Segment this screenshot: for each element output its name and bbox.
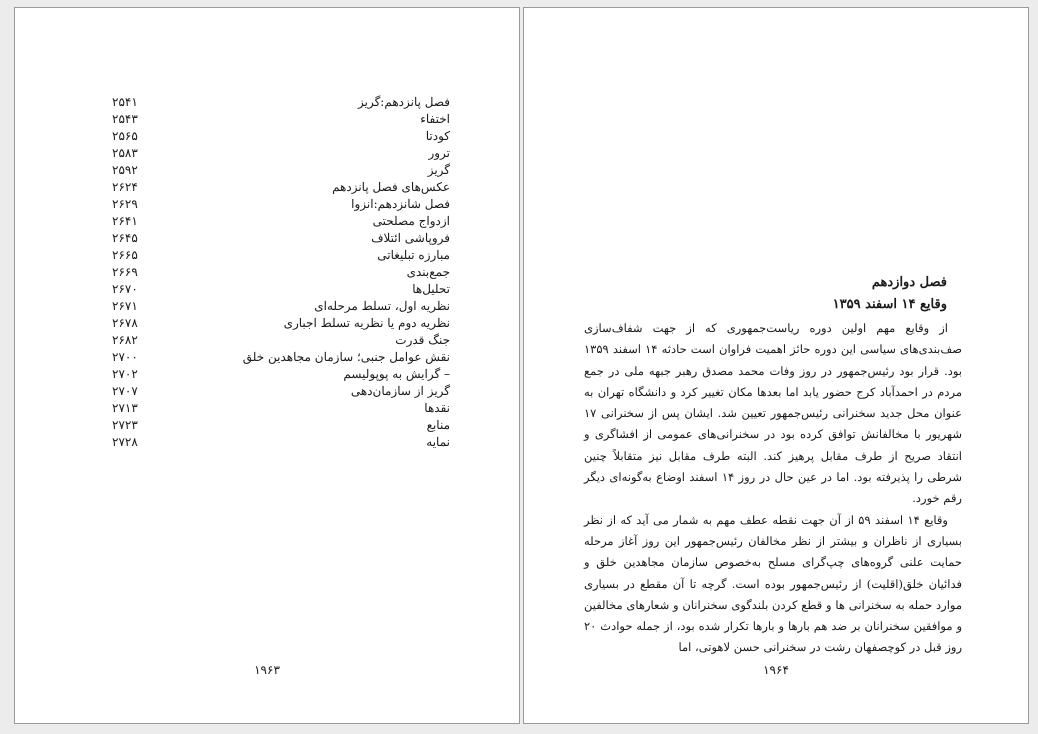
toc-entry-title: ترور bbox=[428, 146, 450, 160]
toc-entry bbox=[112, 400, 450, 417]
toc-entry-title: – گرایش به پوپولیسم bbox=[343, 367, 450, 381]
toc-entry-page: ۲۷۰۷ bbox=[112, 384, 138, 398]
toc-entry bbox=[112, 145, 450, 162]
toc-entry-page: ۲۵۸۳ bbox=[112, 146, 138, 160]
toc-entry bbox=[112, 417, 450, 434]
toc-entry bbox=[112, 128, 450, 145]
toc-entry-page: ۲۵۴۱ bbox=[112, 95, 138, 109]
toc-entry-page: ۲۶۷۰ bbox=[112, 282, 138, 296]
left-page bbox=[14, 7, 520, 724]
toc-entry bbox=[112, 298, 450, 315]
toc-entry-page: ۲۷۲۸ bbox=[112, 435, 138, 449]
body-paragraph: از وقایع مهم اولین دوره ریاست‌جمهوری که از جهت شفاف‌سازی صف‌بندی‌های سیاسی این دوره حائز اهمیت فراوان است حادثه ۱۴ اسفند ۱۳۵۹ بود. قرار بود رئیس‌جمهور در روز وفات محمد مصدق رهبر جبهه ملی در جمع مردم در احمدآباد کرج حضور یابد اما بعدها مکان تغییر کرد و دانشگاه تهران به عنوان محل جدید سخنرانی رئیس‌جمهور تعیین شد. ایشان پس از سخنرانی ۱۷ شهریور با مخالفانش توافق کرده بود در سخنرانی‌های عمومی از افشاگری و انتقاد صریح از طرف مقابل پرهیز کند. البته طرف مقابل نیز متقابلاً چنین شرطی را پذیرفته بود. اما در عین حال در روز ۱۴ اسفند اوضاع به‌گونه‌ای دیگر رقم خورد. bbox=[584, 321, 962, 506]
toc-entry-page: ۲۶۴۱ bbox=[112, 214, 138, 228]
toc-entry-title: منابع bbox=[426, 418, 450, 432]
toc-entry-title: مبارزه تبلیغاتی bbox=[377, 248, 450, 262]
toc-entry bbox=[112, 196, 450, 213]
toc-entry bbox=[112, 332, 450, 349]
toc-entry-title: اختفاء bbox=[420, 112, 450, 126]
toc-entry-page: ۲۶۴۵ bbox=[112, 231, 138, 245]
toc-entry-page: ۲۵۴۳ bbox=[112, 112, 138, 126]
toc-entry-title: نظریه دوم یا نظریه تسلط اجباری bbox=[283, 316, 450, 330]
toc-entry-title: فروپاشی ائتلاف bbox=[371, 231, 450, 245]
right-page-number: ۱۹۶۴ bbox=[763, 663, 789, 677]
toc-entry-page: ۲۶۲۴ bbox=[112, 180, 138, 194]
body-paragraph: وقایع ۱۴ اسفند ۵۹ از آن جهت نقطه عطف مهم به شمار می آید که از نظر بسیاری از ناظران و بیشتر از نظر مخالفان رئیس‌جمهور این روز آغاز مرحله حمایت علنی گروه‌های چپ‌گرای مسلح به‌خصوص سازمان مجاهدین خلق و فدائیان خلق(اقلیت) از رئیس‌جمهور بوده است. گرچه تا آن مقطع در بسیاری موارد حمله به سخنرانی ها و قطع کردن بلندگوی سخنرانان و شعارهای مخالفین و موافقین سخنرانان بر ضد هم بارها و بارها تکرار شده بود، از جمله حوادث ۲۰ روز قبل در کوچصفهان رشت در سخنرانی حسن لاهوتی، اما bbox=[584, 512, 962, 655]
toc-entry-page: ۲۶۲۹ bbox=[112, 197, 138, 211]
toc-entry bbox=[112, 349, 450, 366]
toc-entry-title: گریز از سازمان‌دهی bbox=[350, 384, 450, 398]
toc-entry bbox=[112, 264, 450, 281]
toc-entry-title: نمایه bbox=[426, 435, 450, 449]
chapter-heading bbox=[833, 272, 947, 316]
table-of-contents bbox=[112, 94, 450, 451]
toc-entry-title: تحلیل‌ها bbox=[412, 282, 450, 296]
toc-entry-title: جنگ قدرت bbox=[395, 333, 450, 347]
chapter-title: فصل دوازدهم bbox=[871, 275, 947, 290]
toc-entry-title: کودتا bbox=[425, 129, 450, 143]
right-page bbox=[523, 7, 1029, 724]
toc-entry bbox=[112, 383, 450, 400]
toc-entry-page: ۲۶۶۹ bbox=[112, 265, 138, 279]
toc-entry-title: نظریه اول، تسلط مرحله‌ای bbox=[314, 299, 450, 313]
toc-entry-page: ۲۷۱۳ bbox=[112, 401, 138, 415]
toc-entry-page: ۲۵۶۵ bbox=[112, 129, 138, 143]
toc-entry bbox=[112, 281, 450, 298]
toc-entry bbox=[112, 111, 450, 128]
toc-entry-title: ازدواج مصلحتی bbox=[372, 214, 450, 228]
toc-entry-title: گریز bbox=[427, 163, 450, 177]
left-page-number: ۱۹۶۳ bbox=[254, 663, 280, 677]
toc-entry bbox=[112, 162, 450, 179]
toc-entry bbox=[112, 315, 450, 332]
toc-entry-title: فصل پانزدهم:گریز bbox=[358, 95, 450, 109]
toc-entry-page: ۲۷۲۳ bbox=[112, 418, 138, 432]
toc-entry-title: نقدها bbox=[424, 401, 450, 415]
toc-entry bbox=[112, 94, 450, 111]
toc-entry-title: فصل شانزدهم:انزوا bbox=[351, 197, 450, 211]
toc-entry-title: عکس‌های فصل پانزدهم bbox=[332, 180, 450, 194]
toc-entry-page: ۲۵۹۲ bbox=[112, 163, 138, 177]
toc-entry bbox=[112, 230, 450, 247]
chapter-body bbox=[584, 318, 962, 659]
toc-entry-page: ۲۶۸۲ bbox=[112, 333, 138, 347]
toc-entry bbox=[112, 366, 450, 383]
toc-entry-page: ۲۷۰۲ bbox=[112, 367, 138, 381]
toc-entry-page: ۲۶۷۸ bbox=[112, 316, 138, 330]
toc-entry bbox=[112, 434, 450, 451]
toc-entry bbox=[112, 179, 450, 196]
toc-entry bbox=[112, 213, 450, 230]
toc-entry-page: ۲۶۷۱ bbox=[112, 299, 138, 313]
toc-entry-title: نقش عوامل جنبی؛ سازمان مجاهدین خلق bbox=[242, 350, 450, 364]
toc-entry-page: ۲۶۶۵ bbox=[112, 248, 138, 262]
toc-entry-page: ۲۷۰۰ bbox=[112, 350, 138, 364]
chapter-subtitle: وقایع ۱۴ اسفند ۱۳۵۹ bbox=[832, 297, 947, 312]
toc-entry-title: جمع‌بندی bbox=[406, 265, 450, 279]
toc-entry bbox=[112, 247, 450, 264]
